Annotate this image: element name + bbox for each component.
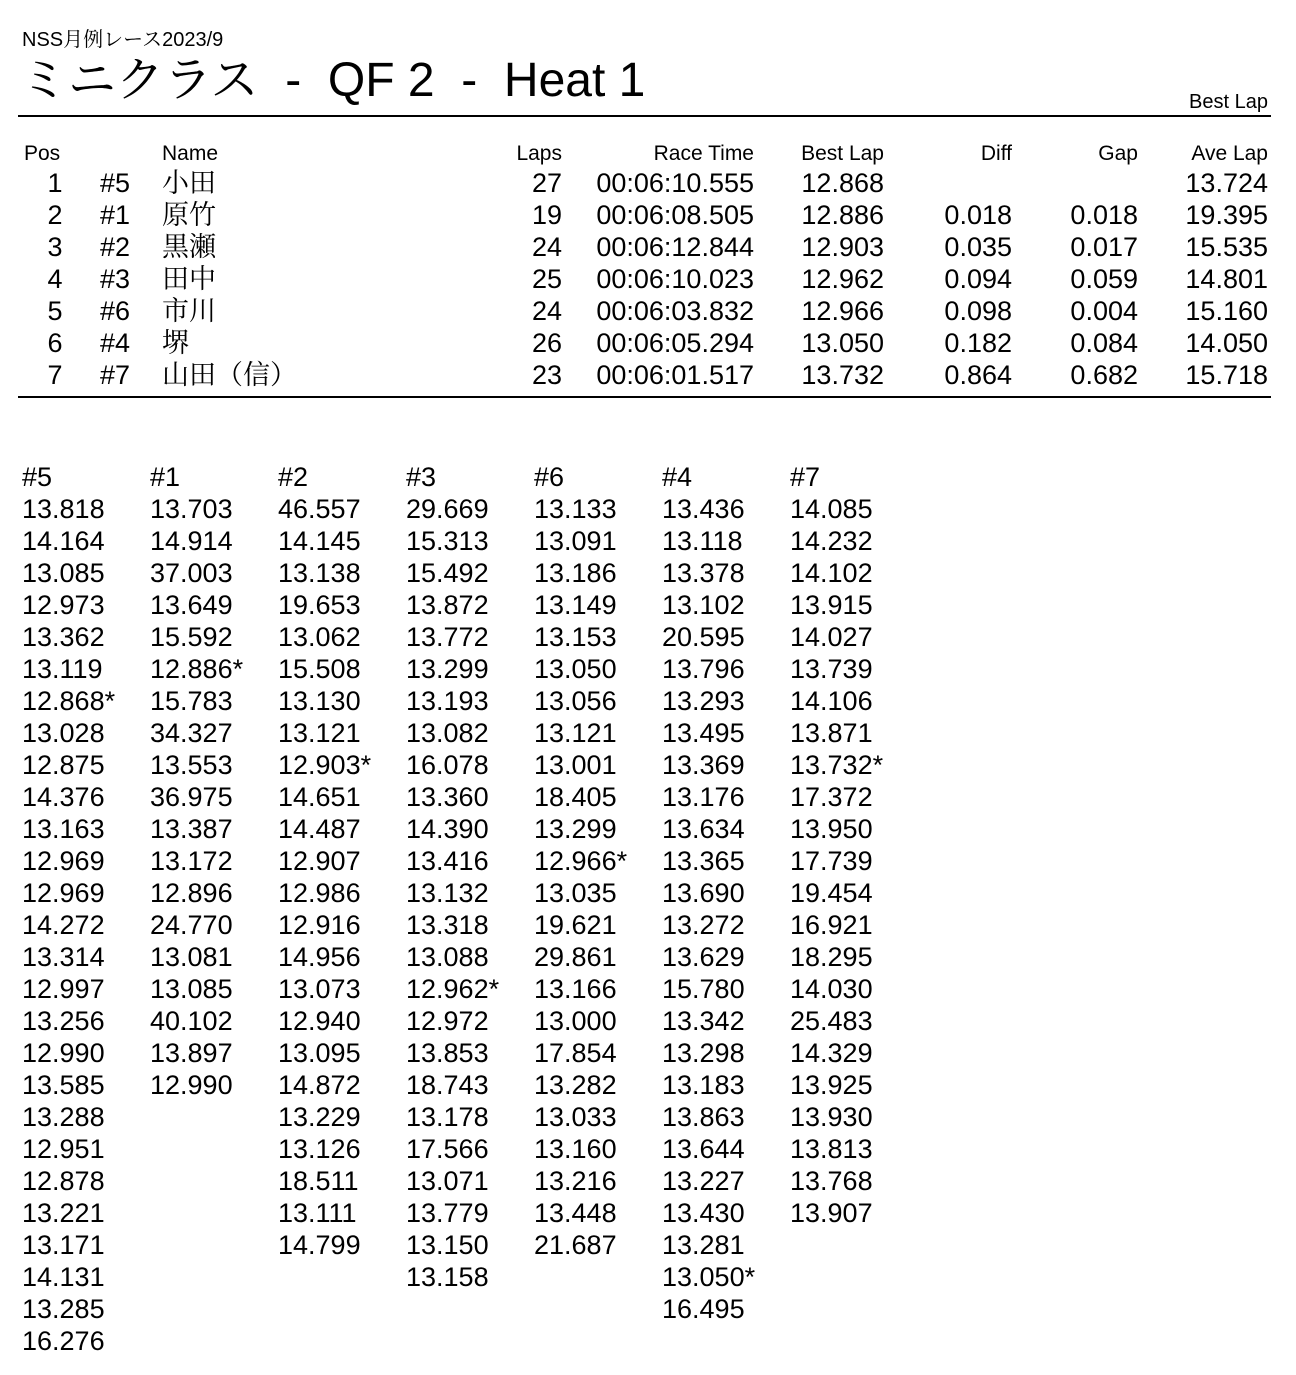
cell-car-number: #2 <box>100 232 131 262</box>
header-name: Name <box>162 142 219 165</box>
cell-race-time: 00:06:10.023 <box>596 264 754 294</box>
lap-time: 13.703 <box>150 494 233 524</box>
cell-car-number: #3 <box>100 264 131 294</box>
cell-pos: 5 <box>47 296 63 326</box>
lap-time: 13.369 <box>662 750 745 780</box>
lap-time: 16.276 <box>22 1326 105 1356</box>
lap-time: 12.878 <box>22 1166 105 1196</box>
results-body <box>0 167 1296 391</box>
lap-time: 13.649 <box>150 590 233 620</box>
lap-time: 12.940 <box>278 1006 361 1036</box>
lap-time: 13.553 <box>150 750 233 780</box>
lap-time: 14.102 <box>790 558 873 588</box>
cell-best-lap: 12.886 <box>801 200 884 230</box>
cell-diff: 0.018 <box>944 200 1012 230</box>
lap-time: 17.854 <box>534 1038 617 1068</box>
lap-column-car-number: #3 <box>406 462 437 492</box>
lap-time: 18.295 <box>790 942 873 972</box>
cell-gap: 0.059 <box>1070 264 1138 294</box>
lap-time: 13.062 <box>278 622 361 652</box>
lap-time: 14.232 <box>790 526 873 556</box>
lap-time: 16.078 <box>406 750 489 780</box>
lap-time: 13.149 <box>534 590 617 620</box>
cell-race-time: 00:06:12.844 <box>596 232 754 262</box>
lap-time: 13.178 <box>406 1102 489 1132</box>
lap-time: 13.416 <box>406 846 489 876</box>
lap-time: 13.813 <box>790 1134 873 1164</box>
lap-time: 13.102 <box>662 590 745 620</box>
cell-best-lap: 12.962 <box>801 264 884 294</box>
table-row <box>0 231 1296 263</box>
lap-column <box>406 461 534 1293</box>
lap-column-car-number: #4 <box>662 462 693 492</box>
cell-best-lap: 12.966 <box>801 296 884 326</box>
cell-car-number: #5 <box>100 168 131 198</box>
table-row <box>0 263 1296 295</box>
lap-time: 13.272 <box>662 910 745 940</box>
lap-time: 13.121 <box>278 718 361 748</box>
lap-time: 15.508 <box>278 654 361 684</box>
lap-time: 13.035 <box>534 878 617 908</box>
lap-time: 14.106 <box>790 686 873 716</box>
lap-time: 13.085 <box>22 558 105 588</box>
table-row <box>0 295 1296 327</box>
lap-time: 12.907 <box>278 846 361 876</box>
lap-time: 13.085 <box>150 974 233 1004</box>
cell-diff: 0.098 <box>944 296 1012 326</box>
lap-time: 13.739 <box>790 654 873 684</box>
lap-time: 14.145 <box>278 526 361 556</box>
cell-driver-name: 小田 <box>162 168 216 198</box>
lap-time: 14.329 <box>790 1038 873 1068</box>
lap-time: 37.003 <box>150 558 233 588</box>
lap-time: 20.595 <box>662 622 745 652</box>
cell-diff: 0.035 <box>944 232 1012 262</box>
lap-time: 13.585 <box>22 1070 105 1100</box>
lap-time: 13.299 <box>534 814 617 844</box>
lap-column <box>790 461 918 1229</box>
lap-time: 13.171 <box>22 1230 105 1260</box>
lap-time: 46.557 <box>278 494 361 524</box>
lap-time: 13.872 <box>406 590 489 620</box>
lap-time: 12.969 <box>22 846 105 876</box>
lap-time: 13.033 <box>534 1102 617 1132</box>
lap-time: 13.768 <box>790 1166 873 1196</box>
lap-time: 34.327 <box>150 718 233 748</box>
page-title: ミニクラス - QF 2 - Heat 1 <box>20 54 646 107</box>
lap-time: 40.102 <box>150 1006 233 1036</box>
lap-time: 12.990 <box>150 1070 233 1100</box>
lap-time: 12.962* <box>406 974 500 1004</box>
lap-time: 13.362 <box>22 622 105 652</box>
cell-driver-name: 堺 <box>162 328 189 358</box>
cell-gap: 0.084 <box>1070 328 1138 358</box>
lap-time: 17.372 <box>790 782 873 812</box>
lap-time: 12.969 <box>22 878 105 908</box>
lap-time: 13.256 <box>22 1006 105 1036</box>
cell-race-time: 00:06:05.294 <box>596 328 754 358</box>
event-name: NSS月例レース2023/9 <box>22 29 224 51</box>
lap-time: 14.651 <box>278 782 361 812</box>
lap-time: 24.770 <box>150 910 233 940</box>
lap-time: 13.163 <box>22 814 105 844</box>
lap-time: 13.176 <box>662 782 745 812</box>
cell-gap: 0.004 <box>1070 296 1138 326</box>
lap-time: 13.853 <box>406 1038 489 1068</box>
lap-time: 12.903* <box>278 750 372 780</box>
lap-time: 13.360 <box>406 782 489 812</box>
header-divider <box>18 115 1271 117</box>
lap-time: 14.487 <box>278 814 361 844</box>
cell-best-lap: 12.903 <box>801 232 884 262</box>
lap-time: 13.314 <box>22 942 105 972</box>
lap-time: 13.779 <box>406 1198 489 1228</box>
cell-race-time: 00:06:08.505 <box>596 200 754 230</box>
cell-car-number: #4 <box>100 328 131 358</box>
cell-diff: 0.182 <box>944 328 1012 358</box>
lap-time: 13.150 <box>406 1230 489 1260</box>
lap-time: 19.454 <box>790 878 873 908</box>
cell-pos: 3 <box>47 232 63 262</box>
cell-gap: 0.018 <box>1070 200 1138 230</box>
lap-time: 13.285 <box>22 1294 105 1324</box>
lap-time: 13.629 <box>662 942 745 972</box>
lap-time: 12.886* <box>150 654 244 684</box>
lap-time: 13.186 <box>534 558 617 588</box>
cell-best-lap: 13.732 <box>801 360 884 390</box>
lap-time: 13.082 <box>406 718 489 748</box>
cell-laps: 25 <box>531 264 562 294</box>
cell-gap: 0.017 <box>1070 232 1138 262</box>
lap-column <box>534 461 662 1261</box>
lap-time: 13.281 <box>662 1230 745 1260</box>
cell-laps: 26 <box>531 328 562 358</box>
lap-time: 14.956 <box>278 942 361 972</box>
lap-time: 13.172 <box>150 846 233 876</box>
lap-column-car-number: #2 <box>278 462 309 492</box>
lap-time: 13.071 <box>406 1166 489 1196</box>
cell-ave-lap: 13.724 <box>1185 168 1268 198</box>
lap-time: 15.592 <box>150 622 233 652</box>
lap-time: 13.342 <box>662 1006 745 1036</box>
cell-laps: 19 <box>531 200 562 230</box>
lap-time: 14.376 <box>22 782 105 812</box>
lap-time: 17.566 <box>406 1134 489 1164</box>
lap-time: 13.863 <box>662 1102 745 1132</box>
lap-time: 16.495 <box>662 1294 745 1324</box>
lap-time: 13.293 <box>662 686 745 716</box>
results-header-row <box>0 141 1296 167</box>
cell-laps: 27 <box>531 168 562 198</box>
lap-time: 12.868* <box>22 686 116 716</box>
lap-time: 13.818 <box>22 494 105 524</box>
lap-column-car-number: #5 <box>22 462 53 492</box>
cell-driver-name: 黒瀬 <box>162 232 216 262</box>
cell-gap: 0.682 <box>1070 360 1138 390</box>
lap-time: 18.511 <box>278 1166 359 1196</box>
lap-time: 13.925 <box>790 1070 873 1100</box>
cell-laps: 23 <box>531 360 562 390</box>
lap-time: 14.085 <box>790 494 873 524</box>
cell-race-time: 00:06:10.555 <box>596 168 754 198</box>
lap-time: 13.634 <box>662 814 745 844</box>
lap-time: 13.229 <box>278 1102 361 1132</box>
cell-ave-lap: 15.535 <box>1185 232 1268 262</box>
header-pos: Pos <box>24 142 61 165</box>
cell-race-time: 00:06:01.517 <box>596 360 754 390</box>
lap-time: 13.915 <box>790 590 873 620</box>
cell-car-number: #1 <box>100 200 131 230</box>
lap-time: 13.158 <box>406 1262 489 1292</box>
lap-column-car-number: #6 <box>534 462 565 492</box>
lap-time: 13.056 <box>534 686 617 716</box>
lap-time: 12.972 <box>406 1006 489 1036</box>
header-ave-lap: Ave Lap <box>1191 142 1268 165</box>
lap-time: 14.131 <box>22 1262 105 1292</box>
lap-time: 13.318 <box>406 910 489 940</box>
lap-column <box>150 461 278 1101</box>
cell-car-number: #6 <box>100 296 131 326</box>
cell-driver-name: 原竹 <box>162 200 216 230</box>
lap-time: 12.916 <box>278 910 361 940</box>
lap-time: 13.221 <box>22 1198 105 1228</box>
lap-time: 13.216 <box>534 1166 617 1196</box>
lap-time: 13.160 <box>534 1134 617 1164</box>
lap-column-car-number: #7 <box>790 462 821 492</box>
lap-time: 15.783 <box>150 686 233 716</box>
lap-time: 12.997 <box>22 974 105 1004</box>
lap-time: 19.653 <box>278 590 361 620</box>
lap-time: 12.990 <box>22 1038 105 1068</box>
lap-time: 13.732* <box>790 750 884 780</box>
table-row <box>0 167 1296 199</box>
lap-column-car-number: #1 <box>150 462 181 492</box>
lap-time: 29.669 <box>406 494 489 524</box>
lap-time: 13.050 <box>534 654 617 684</box>
cell-best-lap: 13.050 <box>801 328 884 358</box>
lap-time: 13.088 <box>406 942 489 972</box>
lap-time: 13.130 <box>278 686 361 716</box>
sort-label: Best Lap <box>1189 91 1268 113</box>
lap-time: 14.914 <box>150 526 233 556</box>
lap-time: 15.313 <box>406 526 489 556</box>
cell-ave-lap: 14.801 <box>1185 264 1268 294</box>
lap-time: 13.166 <box>534 974 617 1004</box>
lap-time: 17.739 <box>790 846 873 876</box>
lap-time: 13.138 <box>278 558 361 588</box>
lap-time: 14.164 <box>22 526 105 556</box>
cell-ave-lap: 14.050 <box>1185 328 1268 358</box>
lap-time: 21.687 <box>534 1230 617 1260</box>
cell-race-time: 00:06:03.832 <box>596 296 754 326</box>
cell-pos: 2 <box>47 200 63 230</box>
lap-time: 13.111 <box>278 1198 357 1228</box>
lap-time: 13.796 <box>662 654 745 684</box>
lap-time: 13.227 <box>662 1166 745 1196</box>
lap-time: 13.118 <box>662 526 743 556</box>
cell-pos: 1 <box>47 168 63 198</box>
lap-time: 25.483 <box>790 1006 873 1036</box>
lap-column <box>662 461 790 1325</box>
lap-time: 13.153 <box>534 622 617 652</box>
results-table <box>0 141 1296 391</box>
lap-time: 13.183 <box>662 1070 745 1100</box>
lap-time: 14.030 <box>790 974 873 1004</box>
lap-time: 12.875 <box>22 750 105 780</box>
lap-time: 13.091 <box>534 526 617 556</box>
lap-column <box>22 461 150 1357</box>
lap-time: 13.193 <box>406 686 489 716</box>
header-gap: Gap <box>1098 142 1138 165</box>
lap-time: 13.436 <box>662 494 745 524</box>
lap-time: 13.299 <box>406 654 489 684</box>
lap-time: 15.780 <box>662 974 745 1004</box>
lap-time: 13.871 <box>790 718 873 748</box>
cell-diff: 0.094 <box>944 264 1012 294</box>
header-best-lap: Best Lap <box>801 142 884 165</box>
lap-time: 18.405 <box>534 782 617 812</box>
lap-time: 13.772 <box>406 622 489 652</box>
lap-time: 13.132 <box>406 878 489 908</box>
lap-time: 13.365 <box>662 846 745 876</box>
lap-time: 13.000 <box>534 1006 617 1036</box>
lap-time: 16.921 <box>790 910 873 940</box>
table-row <box>0 359 1296 391</box>
lap-time: 13.387 <box>150 814 233 844</box>
lap-time: 13.081 <box>150 942 233 972</box>
lap-time: 12.966* <box>534 846 628 876</box>
lap-time: 14.872 <box>278 1070 361 1100</box>
header-race-time: Race Time <box>653 142 754 165</box>
lap-time: 12.896 <box>150 878 233 908</box>
lap-time: 13.644 <box>662 1134 745 1164</box>
lap-time: 13.378 <box>662 558 745 588</box>
lap-time: 13.448 <box>534 1198 617 1228</box>
cell-pos: 4 <box>47 264 63 294</box>
lap-time: 14.390 <box>406 814 489 844</box>
lap-time: 13.930 <box>790 1102 873 1132</box>
cell-laps: 24 <box>531 232 562 262</box>
cell-driver-name: 市川 <box>162 296 216 326</box>
cell-laps: 24 <box>531 296 562 326</box>
results-divider <box>18 396 1271 398</box>
header-laps: Laps <box>516 142 562 165</box>
lap-time: 12.986 <box>278 878 361 908</box>
cell-pos: 6 <box>47 328 63 358</box>
lap-time: 13.907 <box>790 1198 873 1228</box>
table-row <box>0 327 1296 359</box>
lap-time: 13.121 <box>534 718 617 748</box>
lap-time: 14.272 <box>22 910 105 940</box>
lap-time: 36.975 <box>150 782 233 812</box>
lap-time: 14.799 <box>278 1230 361 1260</box>
lap-time: 13.119 <box>22 654 103 684</box>
lap-time: 13.073 <box>278 974 361 1004</box>
cell-ave-lap: 15.718 <box>1185 360 1268 390</box>
header-diff: Diff <box>980 142 1012 165</box>
lap-time: 12.973 <box>22 590 105 620</box>
lap-time: 12.951 <box>22 1134 105 1164</box>
lap-time: 14.027 <box>790 622 873 652</box>
lap-time: 15.492 <box>406 558 489 588</box>
lap-time: 13.028 <box>22 718 105 748</box>
lap-time: 13.282 <box>534 1070 617 1100</box>
cell-diff: 0.864 <box>944 360 1012 390</box>
lap-time: 13.495 <box>662 718 745 748</box>
cell-pos: 7 <box>47 360 63 390</box>
lap-time: 13.430 <box>662 1198 745 1228</box>
lap-time: 13.897 <box>150 1038 233 1068</box>
lap-time: 13.001 <box>534 750 617 780</box>
cell-ave-lap: 19.395 <box>1185 200 1268 230</box>
cell-ave-lap: 15.160 <box>1185 296 1268 326</box>
cell-best-lap: 12.868 <box>801 168 884 198</box>
lap-time: 29.861 <box>534 942 617 972</box>
lap-time: 13.690 <box>662 878 745 908</box>
lap-time: 13.950 <box>790 814 873 844</box>
lap-time: 13.095 <box>278 1038 361 1068</box>
cell-car-number: #7 <box>100 360 131 390</box>
lap-time: 13.126 <box>278 1134 361 1164</box>
table-row <box>0 199 1296 231</box>
lap-time: 13.050* <box>662 1262 756 1292</box>
cell-driver-name: 山田（信） <box>162 360 297 390</box>
lap-time: 13.133 <box>534 494 617 524</box>
lap-time: 18.743 <box>406 1070 489 1100</box>
cell-driver-name: 田中 <box>162 264 216 294</box>
lap-time: 13.288 <box>22 1102 105 1132</box>
lap-column <box>278 461 406 1261</box>
lap-time: 13.298 <box>662 1038 745 1068</box>
lap-time: 19.621 <box>534 910 617 940</box>
